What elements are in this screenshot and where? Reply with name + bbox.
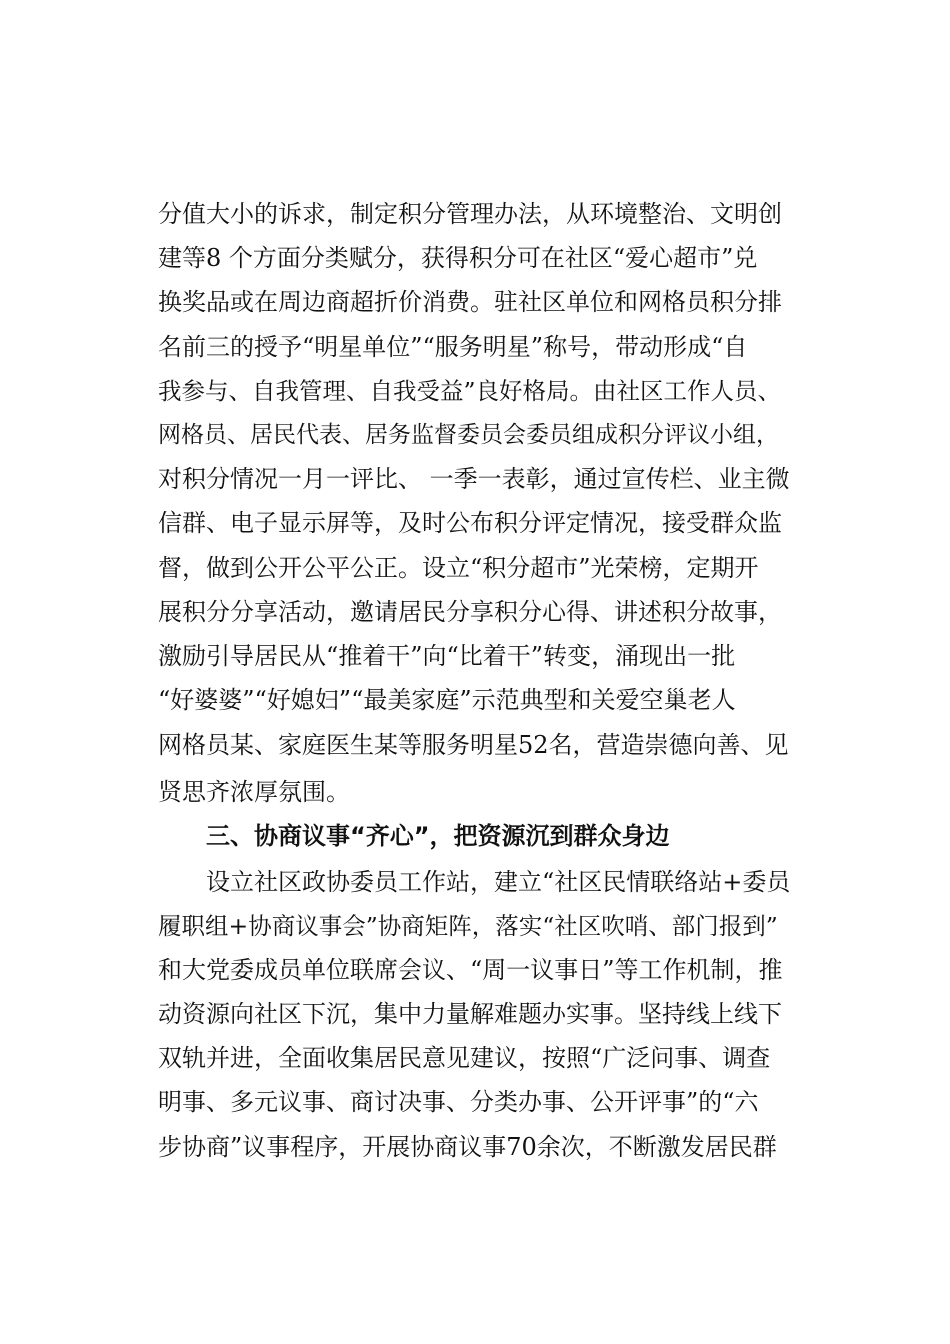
paragraph-1-line-10: 展积分分享活动，邀请居民分享积分心得、讲述积分故事， <box>158 598 782 626</box>
paragraph-1-line-12: “好婆婆”“好媳妇”“最美家庭”示范典型和关爱空巢老人 <box>158 686 736 714</box>
paragraph-1-line-6: 网格员、居民代表、居务监督委员会委员组成积分评议小组， <box>158 422 779 448</box>
paragraph-1-line-3: 换奖品或在周边商超折价消费。驻社区单位和网格员积分排 <box>158 288 782 316</box>
paragraph-2-line-3: 和大党委成员单位联席会议、“周一议事日”等工作机制，推 <box>158 956 783 984</box>
paragraph-1-line-4: 名前三的授予“明星单位”“服务明星”称号，带动形成“自 <box>158 333 748 361</box>
paragraph-1-line-11: 激励引导居民从“推着干”向“比着干”转变，涌现出一批 <box>158 642 736 670</box>
paragraph-2-line-2: 履职组+协商议事会”协商矩阵，落实“社区吹哨、部门报到” <box>158 912 778 940</box>
paragraph-1-line-13: 网格员某、家庭医生某等服务明星52名，营造崇德向善、见 <box>158 731 789 759</box>
paragraph-2-line-4: 动资源向社区下沉，集中力量解难题办实事。坚持线上线下 <box>158 1000 782 1028</box>
paragraph-1-line-2: 建等8 个方面分类赋分，获得积分可在社区“爱心超市”兑 <box>158 244 758 272</box>
paragraph-2-line-6: 明事、多元议事、商讨决事、分类办事、公开评事”的“六 <box>158 1088 759 1116</box>
paragraph-2-line-7: 步协商”议事程序，开展协商议事70余次，不断激发居民群 <box>158 1133 777 1161</box>
paragraph-1-line-1: 分值大小的诉求，制定积分管理办法，从环境整治、文明创 <box>158 200 782 228</box>
paragraph-1-line-7: 对积分情况一月一评比、 一季一表彰，通过宣传栏、业主微 <box>158 465 790 493</box>
section-heading: 三、协商议事“齐心”，把资源沉到群众身边 <box>206 822 670 850</box>
paragraph-2-line-5: 双轨并进，全面收集居民意见建议，按照“广泛问事、调查 <box>158 1044 771 1072</box>
paragraph-1-line-14: 贤思齐浓厚氛围。 <box>158 778 350 806</box>
paragraph-1-line-9: 督，做到公开公平公正。设立“积分超市”光荣榜，定期开 <box>158 554 759 582</box>
paragraph-1-line-5: 我参与、自我管理、自我受益”良好格局。由社区工作人员、 <box>158 377 782 405</box>
paragraph-2-line-1: 设立社区政协委员工作站，建立“社区民情联络站+委员 <box>206 868 791 896</box>
paragraph-1-line-8: 信群、电子显示屏等，及时公布积分评定情况，接受群众监 <box>158 509 782 537</box>
